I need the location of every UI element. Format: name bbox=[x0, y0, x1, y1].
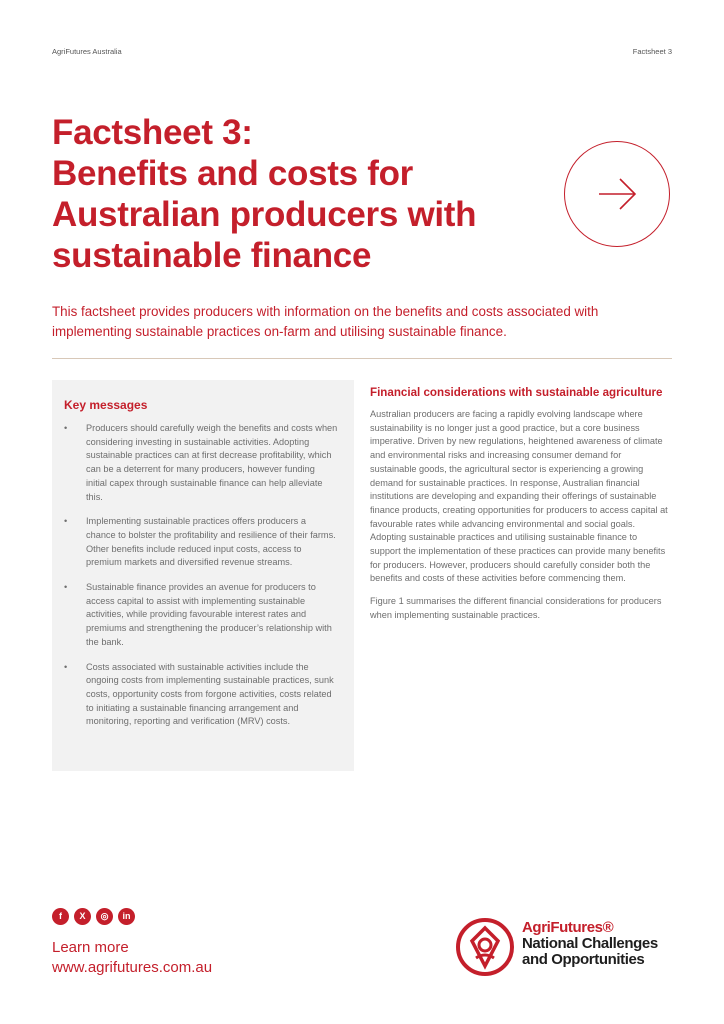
facebook-icon[interactable]: f bbox=[52, 908, 69, 925]
intro-paragraph: This factsheet provides producers with information on the benefits and costs associated with implementing sustainable practices on-farm and utilising sustainable finance. bbox=[52, 304, 599, 339]
learn-more-block bbox=[52, 938, 212, 978]
list-item bbox=[64, 515, 338, 570]
section-paragraph: Australian producers are facing a rapidly evolving landscape where sustainability is no longer just a good practice, but a core business imperative. Driven by new regulations, heightened awareness of climate and environmental risks and increasing consumer demand for sustainable goods, the agricultural sector is experiencing a growing demand for sustainable practices. In response, Australian financial institutions are developing and expanding their offerings of sustainable finance products, creating opportunities for producers to access capital at favourable rates while advancing environmental and social goals. Adopting sustainable practices and utilising sustainable finance to support the implementation of these practices can provide many benefits for producers. However, producers should carefully consider both the benefits and costs of these activities before commencing them. bbox=[370, 409, 668, 584]
list-item bbox=[64, 581, 338, 650]
key-messages-box bbox=[52, 380, 354, 771]
logo-line-3: and Opportunities bbox=[522, 951, 645, 968]
header-org: AgriFutures Australia bbox=[52, 47, 122, 56]
list-item-text: Sustainable finance provides an avenue for producers to access capital to assist with implementing sustainable activities, while providing favourable interest rates and premiums and strengthening the producer’s relationship with the bank. bbox=[86, 582, 332, 647]
logo-brand: AgriFutures® bbox=[522, 919, 614, 936]
agrifutures-emblem-icon bbox=[454, 916, 516, 978]
agrifutures-logo bbox=[454, 916, 674, 980]
logo-line-2: National Challenges bbox=[522, 935, 658, 952]
website-link[interactable]: www.agrifutures.com.au bbox=[52, 959, 213, 976]
list-item-text: Costs associated with sustainable activities include the ongoing costs from implementing sustainable practices, sunk costs, opportunity costs from forgone activities, costs related to initiating a sustainable financing arrangement and monitoring, reporting and verification (MRV) costs. bbox=[86, 661, 334, 727]
linkedin-icon[interactable]: in bbox=[118, 908, 135, 925]
page-title bbox=[52, 112, 552, 276]
arrow-right-icon bbox=[593, 170, 641, 218]
list-item-text: Producers should carefully weigh the benefits and costs when considering investing in sustainable activities. Adopting sustainable practices can at first decrease profitability, which can be a deterrent for many producers, however funding initial capex through sustainable finance can help alleviate this. bbox=[86, 423, 338, 502]
logo-wordmark bbox=[522, 920, 658, 968]
key-messages-heading: Key messages bbox=[64, 398, 148, 412]
title-line-1: Factsheet 3: bbox=[52, 113, 253, 152]
header-sheet-number: Factsheet 3 bbox=[632, 47, 672, 56]
list-item bbox=[64, 661, 338, 730]
section-paragraph: Figure 1 summarises the different financial considerations for producers when implementing sustainable practices. bbox=[370, 596, 662, 620]
bullet: • bbox=[64, 516, 68, 527]
instagram-icon[interactable]: ◎ bbox=[96, 908, 113, 925]
list-item bbox=[64, 422, 338, 504]
bullet: • bbox=[64, 582, 68, 593]
key-messages-list bbox=[64, 422, 338, 729]
divider bbox=[52, 358, 672, 359]
title-line-2: Benefits and costs for Australian producers with sustainable finance bbox=[52, 154, 477, 275]
section-heading: Financial considerations with sustainable agriculture bbox=[370, 386, 663, 399]
bullet: • bbox=[64, 661, 68, 672]
social-links bbox=[52, 908, 135, 925]
learn-more-label: Learn more bbox=[52, 939, 129, 956]
financial-considerations-section bbox=[370, 386, 670, 632]
arrow-circle-decoration bbox=[564, 141, 670, 247]
x-icon[interactable]: X bbox=[74, 908, 91, 925]
list-item-text: Implementing sustainable practices offers producers a chance to bolster the profitability and resilience of their farms. Other benefits include reduced input costs, access to premium markets and diversified revenue streams. bbox=[86, 516, 336, 568]
bullet: • bbox=[64, 423, 68, 433]
